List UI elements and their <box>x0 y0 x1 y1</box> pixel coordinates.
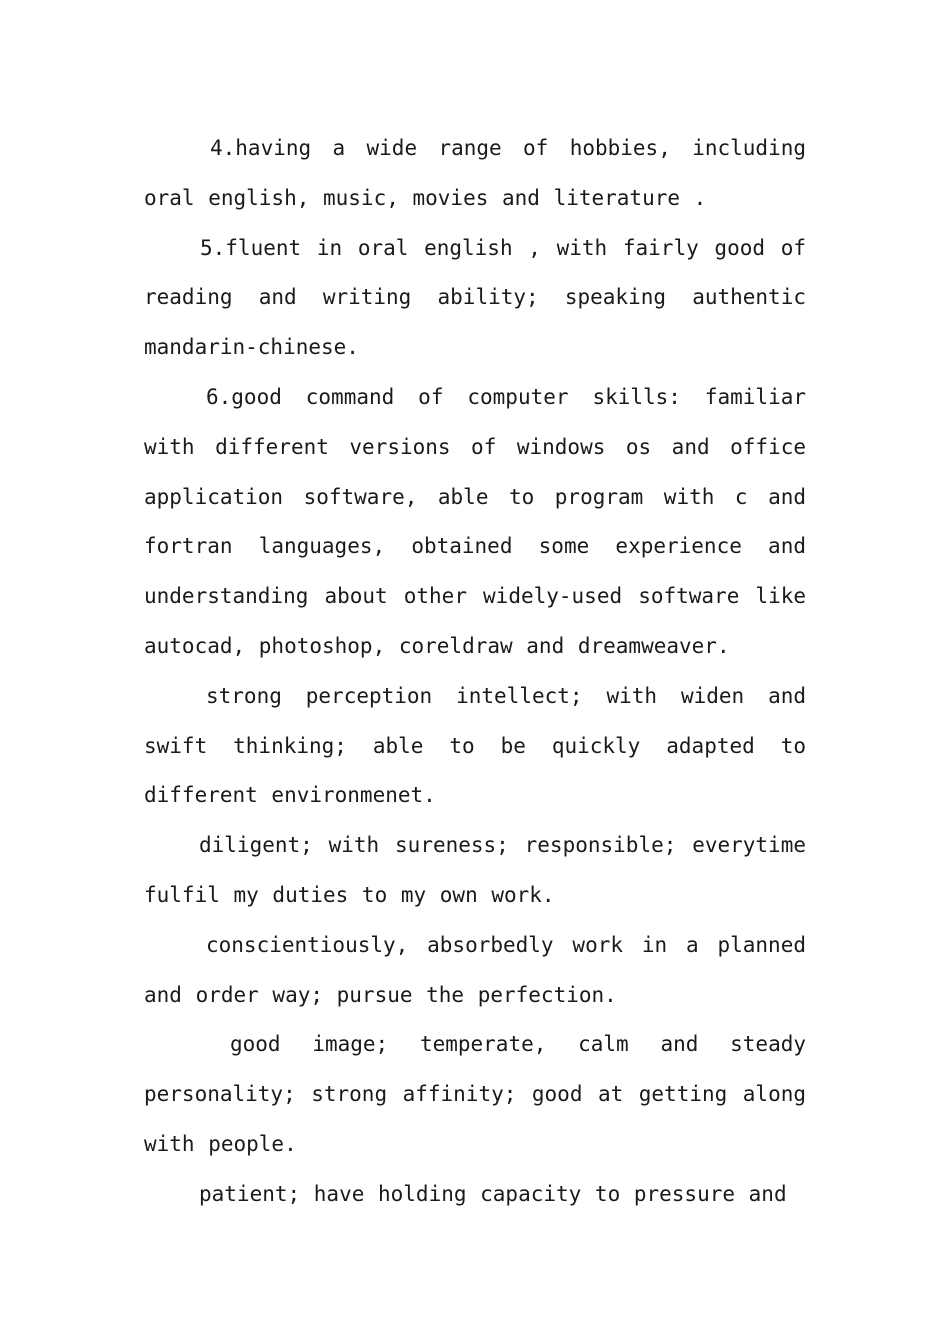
paragraph-perception: strong perception intellect; with widen and swift thinking; able to be quickly adapted to different environmenet. <box>144 683 806 808</box>
paragraph-english: 5.fluent in oral english , with fairly good of reading and writing ability; speaking authentic mandarin-chinese. <box>144 235 806 360</box>
paragraph-diligent: diligent; with sureness; responsible; everytime fulfil my duties to my own work. <box>144 833 806 907</box>
paragraph-personality: good image; temperate, calm and steady personality; strong affinity; good at getting along with people. <box>144 1032 806 1156</box>
paragraph-conscientious: conscientiously, absorbedly work in a planned and order way; pursue the perfection. <box>144 932 806 1007</box>
paragraph-patient: patient; have holding capacity to pressure and <box>199 1181 787 1206</box>
paragraph-hobbies: 4.having a wide range of hobbies, including oral english, music, movies and literature . <box>144 136 806 210</box>
document-body <box>144 124 806 1220</box>
paragraph-computer-skills: 6.good command of computer skills: familiar with different versions of windows os and office application software, able to program with c and fortran languages, obtained some experience and understanding about other widely-used software like autocad, photoshop, coreldraw and dreamweaver. <box>144 384 806 658</box>
